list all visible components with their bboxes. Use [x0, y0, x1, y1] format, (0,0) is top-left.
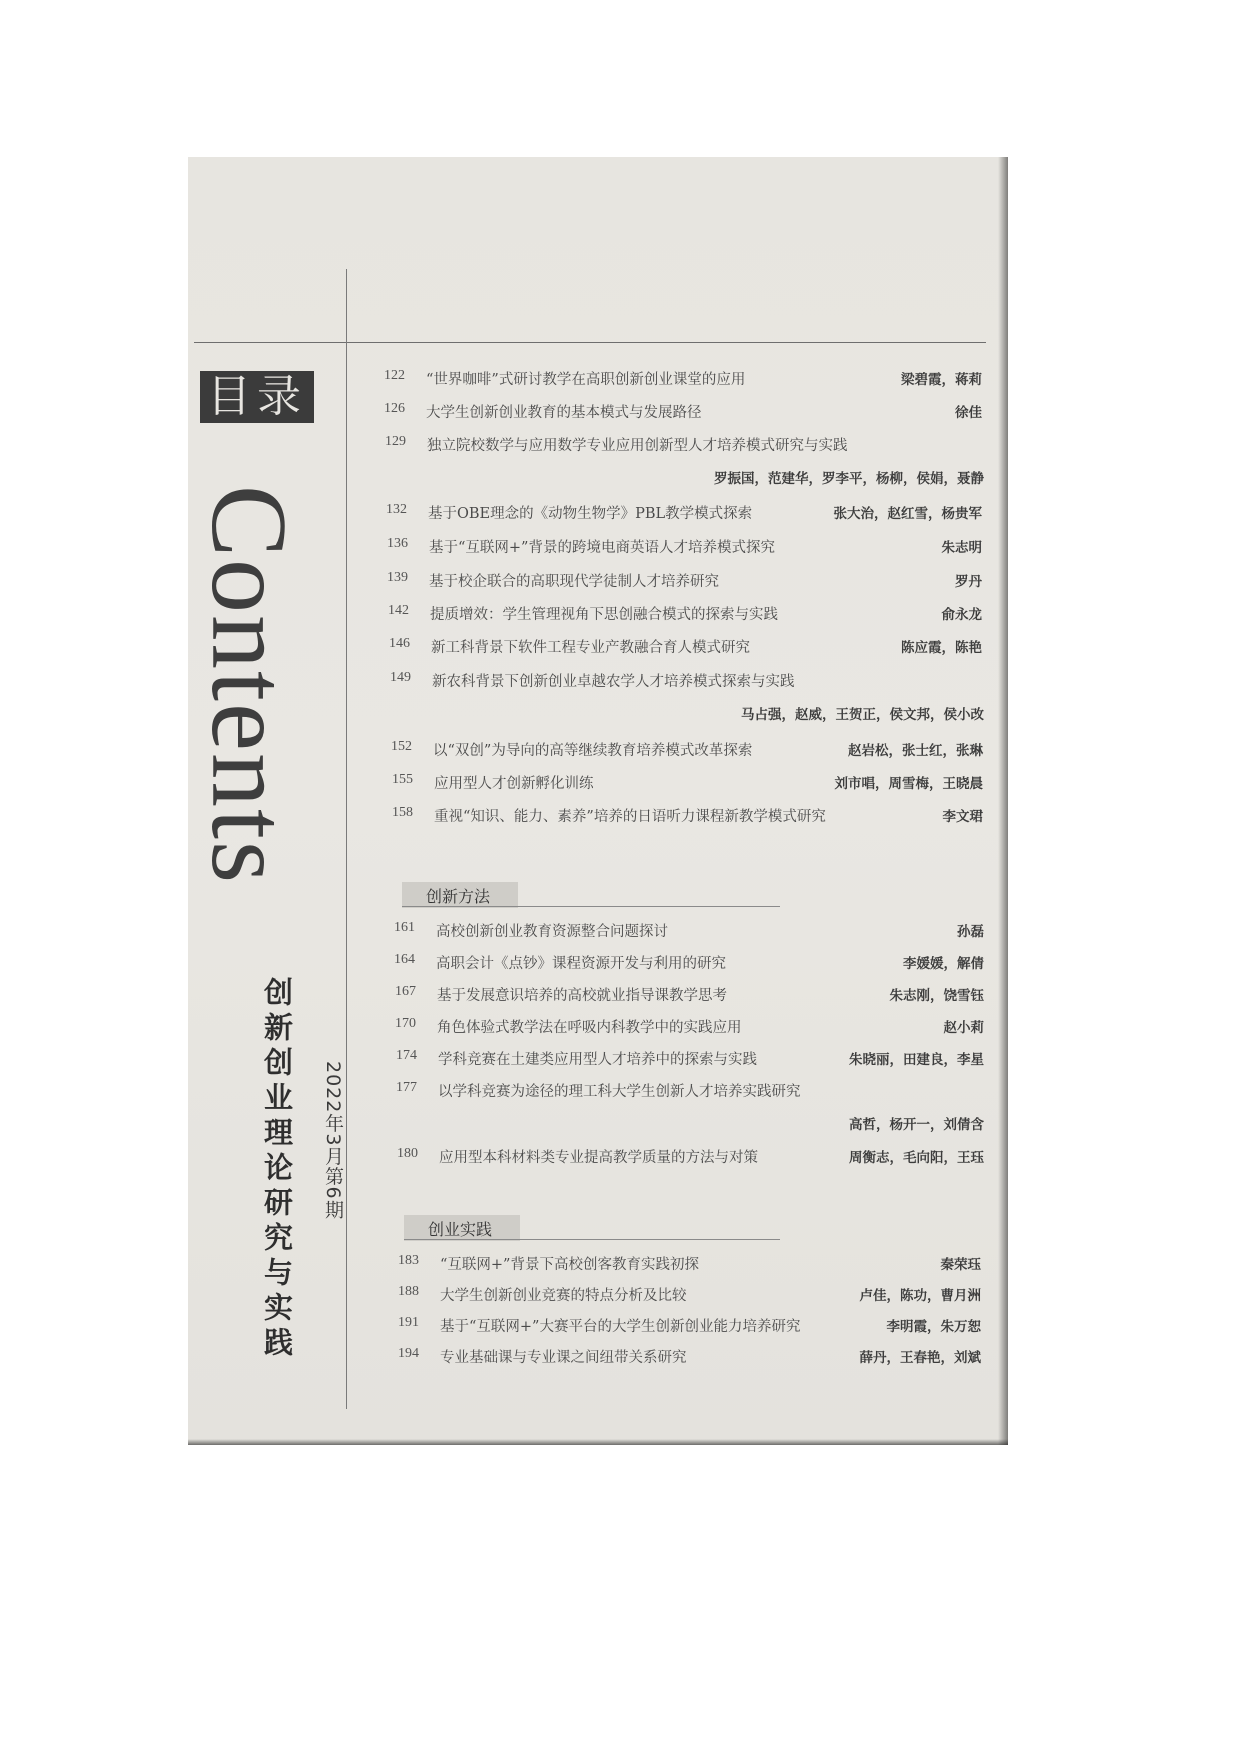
mulu-heading: 目录 — [200, 371, 314, 423]
toc-entry-authors-continued — [396, 1113, 984, 1139]
entry-authors: 俞永龙 — [941, 607, 982, 623]
entry-title: 重视“知识、能力、素养”培养的日语听力课程新教学模式研究 — [434, 809, 826, 825]
entry-title: 应用型人才创新孵化训练 — [434, 776, 594, 792]
page-number: 142 — [388, 603, 409, 618]
page-number: 149 — [390, 670, 411, 685]
entry-title: 角色体验式教学法在呼吸内科教学中的实践应用 — [437, 1020, 742, 1036]
page-number: 122 — [384, 368, 405, 383]
page-number: 146 — [389, 636, 410, 651]
entry-title: “互联网+”背景下高校创客教育实践初探 — [440, 1257, 699, 1273]
entry-title: “世界咖啡”式研讨教学在高职创新创业课堂的应用 — [426, 372, 746, 388]
toc-entry[interactable] — [392, 805, 983, 831]
toc-entry[interactable] — [385, 434, 983, 460]
entry-authors: 刘市唱，周雪梅，王晓晨 — [834, 776, 983, 792]
toc-entry[interactable] — [394, 920, 984, 946]
entry-authors: 马占强，赵威，王贺正，侯文邦，侯小改 — [741, 707, 984, 723]
toc-entry-authors-continued — [390, 703, 984, 729]
vertical-rule — [346, 269, 347, 1409]
page-edge-shadow — [998, 157, 1008, 1445]
section-rule — [404, 1239, 780, 1240]
page-number: 191 — [398, 1315, 419, 1330]
toc-entry[interactable] — [395, 1016, 984, 1042]
toc-entry[interactable] — [394, 952, 984, 978]
page-number: 183 — [398, 1253, 419, 1268]
section-header — [404, 1215, 784, 1241]
toc-entry[interactable] — [391, 739, 983, 765]
toc-entry[interactable] — [387, 570, 982, 596]
page-number: 174 — [396, 1048, 417, 1063]
entry-title: 专业基础课与专业课之间纽带关系研究 — [440, 1350, 687, 1366]
section-label: 创新方法 — [426, 887, 491, 906]
toc-entry[interactable] — [398, 1253, 981, 1279]
entry-authors: 徐佳 — [955, 405, 982, 421]
page-number: 132 — [386, 502, 407, 517]
section-label: 创业实践 — [428, 1220, 493, 1239]
toc-entry[interactable] — [386, 502, 982, 528]
entry-authors: 李媛媛，解倩 — [903, 956, 984, 972]
toc-entry[interactable] — [398, 1315, 981, 1341]
toc-entry[interactable] — [389, 636, 982, 662]
toc-entry[interactable] — [390, 670, 982, 696]
entry-title: 基于“互联网+”背景的跨境电商英语人才培养模式探究 — [429, 540, 775, 556]
page-number: 180 — [397, 1146, 418, 1161]
entry-authors: 赵岩松，张士红，张琳 — [848, 743, 983, 759]
entry-authors: 孙磊 — [957, 924, 984, 940]
toc-entry[interactable] — [387, 536, 982, 562]
page-number: 136 — [387, 536, 408, 551]
entry-authors: 朱志刚，饶雪钰 — [889, 988, 984, 1004]
entry-title: 大学生创新创业竞赛的特点分析及比较 — [440, 1288, 687, 1304]
toc-entry[interactable] — [395, 984, 984, 1010]
contents-heading: Contents — [189, 484, 308, 885]
toc-entry[interactable] — [397, 1146, 984, 1172]
entry-authors: 陈应霞，陈艳 — [901, 640, 982, 656]
toc-entry[interactable] — [396, 1080, 984, 1106]
entry-authors: 李文珺 — [942, 809, 983, 825]
page-number: 139 — [387, 570, 408, 585]
entry-authors: 卢佳，陈功，曹月洲 — [859, 1288, 981, 1304]
toc-entry[interactable] — [398, 1346, 981, 1372]
toc-entry[interactable] — [384, 368, 982, 394]
entry-title: 新工科背景下软件工程专业产教融合育人模式研究 — [431, 640, 750, 656]
page-number: 170 — [395, 1016, 416, 1031]
entry-title: 以学科竞赛为途径的理工科大学生创新人才培养实践研究 — [438, 1084, 801, 1100]
entry-title: 以“双创”为导向的高等继续教育培养模式改革探索 — [433, 743, 753, 759]
entry-authors: 薛丹，王春艳，刘斌 — [859, 1350, 981, 1366]
entry-authors: 朱志明 — [941, 540, 982, 556]
toc-entry[interactable] — [396, 1048, 984, 1074]
toc-entry[interactable] — [392, 772, 983, 798]
page-number: 194 — [398, 1346, 419, 1361]
entry-title: 提质增效：学生管理视角下思创融合模式的探索与实践 — [430, 607, 778, 623]
entry-title: 大学生创新创业教育的基本模式与发展路径 — [426, 405, 702, 421]
page-number: 167 — [395, 984, 416, 999]
entry-title: 基于“互联网+”大赛平台的大学生创新创业能力培养研究 — [440, 1319, 801, 1335]
entry-title: 独立院校数学与应用数学专业应用创新型人才培养模式研究与实践 — [427, 438, 848, 454]
photographed-page — [188, 157, 1008, 1445]
entry-title: 高校创新创业教育资源整合问题探讨 — [436, 924, 668, 940]
entry-authors: 高哲，杨开一，刘倩含 — [849, 1117, 984, 1133]
section-header — [402, 882, 782, 908]
page-number: 164 — [394, 952, 415, 967]
page-number: 158 — [392, 805, 413, 820]
toc-entry[interactable] — [388, 603, 982, 629]
entry-authors: 罗振国，范建华，罗李平，杨柳，侯娟，聂静 — [714, 471, 984, 487]
page-number: 155 — [392, 772, 413, 787]
entry-authors: 李明霞，朱万恕 — [886, 1319, 981, 1335]
entry-authors: 张大治，赵红雪，杨贵军 — [833, 506, 982, 522]
entry-authors: 赵小莉 — [943, 1020, 984, 1036]
entry-title: 新农科背景下创新创业卓越农学人才培养模式探索与实践 — [432, 674, 795, 690]
entry-title: 应用型本科材料类专业提高教学质量的方法与对策 — [439, 1150, 758, 1166]
page-number: 177 — [396, 1080, 417, 1095]
entry-authors: 罗丹 — [955, 574, 982, 590]
section-rule — [402, 906, 780, 907]
page-number: 126 — [384, 401, 405, 416]
entry-authors: 周衡志，毛向阳，王珏 — [849, 1150, 984, 1166]
entry-authors: 秦荣珏 — [940, 1257, 981, 1273]
journal-title: 创新创业理论研究与实践 — [260, 977, 294, 1362]
top-rule — [194, 342, 986, 343]
entry-title: 基于OBE理念的《动物生物学》PBL教学模式探索 — [428, 506, 753, 522]
page-number: 161 — [394, 920, 415, 935]
toc-entry[interactable] — [384, 401, 982, 427]
page-number: 129 — [385, 434, 406, 449]
toc-entry-authors-continued — [386, 467, 984, 493]
issue-date: 2022年3月第6期 — [322, 1061, 344, 1220]
entry-title: 基于校企联合的高职现代学徒制人才培养研究 — [429, 574, 719, 590]
entry-authors: 朱晓丽，田建良，李星 — [849, 1052, 984, 1068]
page-number: 188 — [398, 1284, 419, 1299]
entry-title: 高职会计《点钞》课程资源开发与利用的研究 — [436, 956, 726, 972]
entry-title: 基于发展意识培养的高校就业指导课教学思考 — [437, 988, 727, 1004]
entry-authors: 梁碧霞，蒋莉 — [901, 372, 982, 388]
toc-entry[interactable] — [398, 1284, 981, 1310]
page-edge-shadow — [188, 1439, 1008, 1445]
page-number: 152 — [391, 739, 412, 754]
entry-title: 学科竞赛在土建类应用型人才培养中的探索与实践 — [438, 1052, 757, 1068]
